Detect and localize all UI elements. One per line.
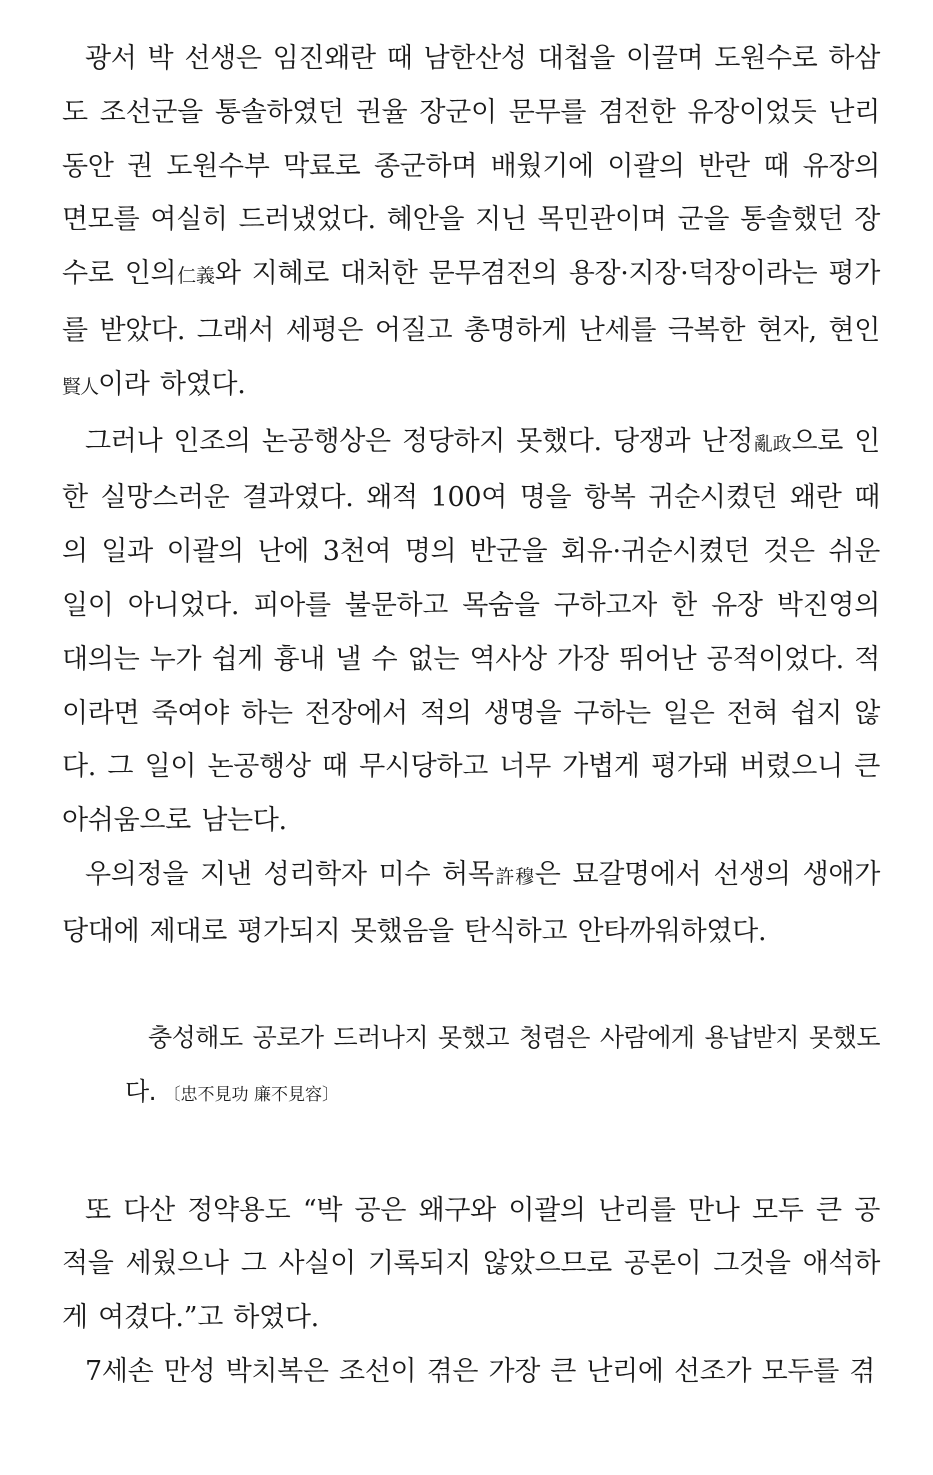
paragraph-1-text-b: 와 지혜로 대처한 문무겸전의 용장·지장·덕장이라는 평가를 받았다. 그래서 세평은 어질고 총명하게 난세를 극복한 현자, 현인 — [62, 258, 880, 346]
quote-hanja: 〔忠不見功 廉不見容〕 — [163, 1084, 339, 1105]
paragraph-1 — [62, 32, 880, 415]
paragraph-3 — [62, 848, 880, 959]
spacer — [62, 1122, 880, 1184]
hanja-annotation: 亂政 — [753, 432, 792, 455]
paragraph-5: 7세손 만성 박치복은 조선이 겪은 가장 큰 난리에 선조가 모두를 겪 — [85, 1355, 876, 1387]
hanja-annotation: 仁義 — [176, 265, 215, 288]
paragraph-2-text-b: 으로 인한 실망스러운 결과였다. 왜적 100여 명을 항복 귀순시켰던 왜란 때의 일과 이괄의 난에 3천여 명의 반군을 회유·귀순시켰던 것은 쉬운 일이 아니었다. 피아를 불문하고 목숨을 구하고자 한 유장 박진영의 대의는 누가 쉽게 흉내 낼 수 없는 역사상 가장 뛰어난 공적이었다. 적이라면 죽여야 하는 전장에서 적의 생명을 구하는 일은 전혀 쉽지 않다. 그 일이 논공행상 때 무시당하고 너무 가볍게 평가돼 버렸으니 큰 아쉬움으로 남는다. — [62, 425, 880, 837]
quote-text: 충성해도 공로가 드러나지 못했고 청렴은 사람에게 용납받지 못했도다. — [125, 1022, 880, 1106]
paragraph-4: 또 다산 정약용도 “박 공은 왜구와 이괄의 난리를 만나 모두 큰 공적을 세웠으나 그 사실이 기록되지 않았으므로 공론이 그것을 애석하게 여겼다.”고 하였다. — [62, 1194, 880, 1334]
paragraph-3-text-a: 우의정을 지낸 성리학자 미수 허목 — [85, 858, 494, 890]
paragraph-1-text-c: 이라 하였다. — [98, 368, 246, 400]
paragraph-2-text-a: 그러나 인조의 논공행상은 정당하지 못했다. 당쟁과 난정 — [85, 425, 753, 457]
hanja-annotation: 賢人 — [62, 375, 99, 398]
paragraph-2 — [62, 415, 880, 848]
spacer — [62, 959, 880, 1011]
block-quote — [125, 1011, 880, 1122]
paragraph-3-text-b: 은 묘갈명에서 선생의 생애가 당대에 제대로 평가되지 못했음을 탄식하고 안타까워하였다. — [62, 858, 880, 947]
document-page — [62, 32, 880, 1399]
paragraph-1-text-a: 광서 박 선생은 임진왜란 때 남한산성 대첩을 이끌며 도원수로 하삼도 조선군을 통솔하였던 권율 장군이 문무를 겸전한 유장이었듯 난리 동안 권 도원수부 막료로 종군하며 배웠기에 이괄의 반란 때 유장의 면모를 여실히 드러냈었다. 혜안을 지닌 목민관이며 군을 통솔했던 장수로 인의 — [62, 43, 880, 290]
hanja-annotation: 許穆 — [493, 865, 535, 888]
